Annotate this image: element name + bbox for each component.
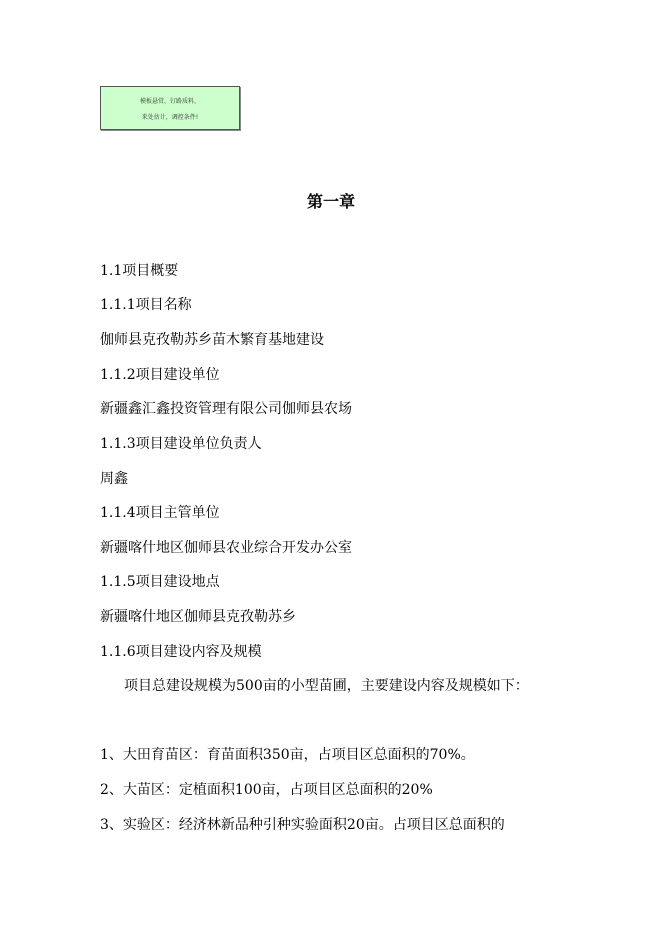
note-line-2: 来处估计，调控条件!	[141, 114, 199, 121]
section-heading-1-1-5: 1.1.5项目建设地点	[100, 574, 220, 590]
chapter-title: 第一章	[306, 192, 355, 211]
section-heading-1-1-2: 1.1.2项目建设单位	[100, 367, 220, 383]
construction-unit-text: 新疆鑫汇鑫投资管理有限公司伽师县农场	[100, 401, 352, 417]
section-heading-1-1-1: 1.1.1项目名称	[100, 297, 192, 313]
project-name-text: 伽师县克孜勒苏乡苗木繁育基地建设	[100, 332, 324, 348]
location-text: 新疆喀什地区伽师县克孜勒苏乡	[100, 609, 296, 625]
note-line-1: 模板悬赏，钉路质料，	[139, 98, 200, 105]
section-heading-1-1: 1.1项目概要	[100, 263, 179, 279]
list-item-1: 1、大田育苗区：育苗面积350亩，占项目区总面积的70%。	[100, 747, 475, 763]
section-heading-1-1-3: 1.1.3项目建设单位负责人	[100, 436, 262, 452]
section-heading-1-1-6: 1.1.6项目建设内容及规模	[100, 644, 262, 660]
note-box	[100, 86, 240, 130]
scale-intro-text: 项目总建设规模为500亩的小型苗圃，主要建设内容及规模如下：	[124, 678, 529, 694]
responsible-person-text: 周鑫	[100, 471, 128, 487]
list-item-2: 2、大苗区：定植面积100亩，占项目区总面积的20%	[100, 782, 433, 798]
list-item-3: 3、实验区：经济林新品种引种实验面积20亩。占项目区总面积的	[100, 817, 505, 833]
supervising-unit-text: 新疆喀什地区伽师县农业综合开发办公室	[100, 540, 352, 556]
section-heading-1-1-4: 1.1.4项目主管单位	[100, 505, 220, 521]
